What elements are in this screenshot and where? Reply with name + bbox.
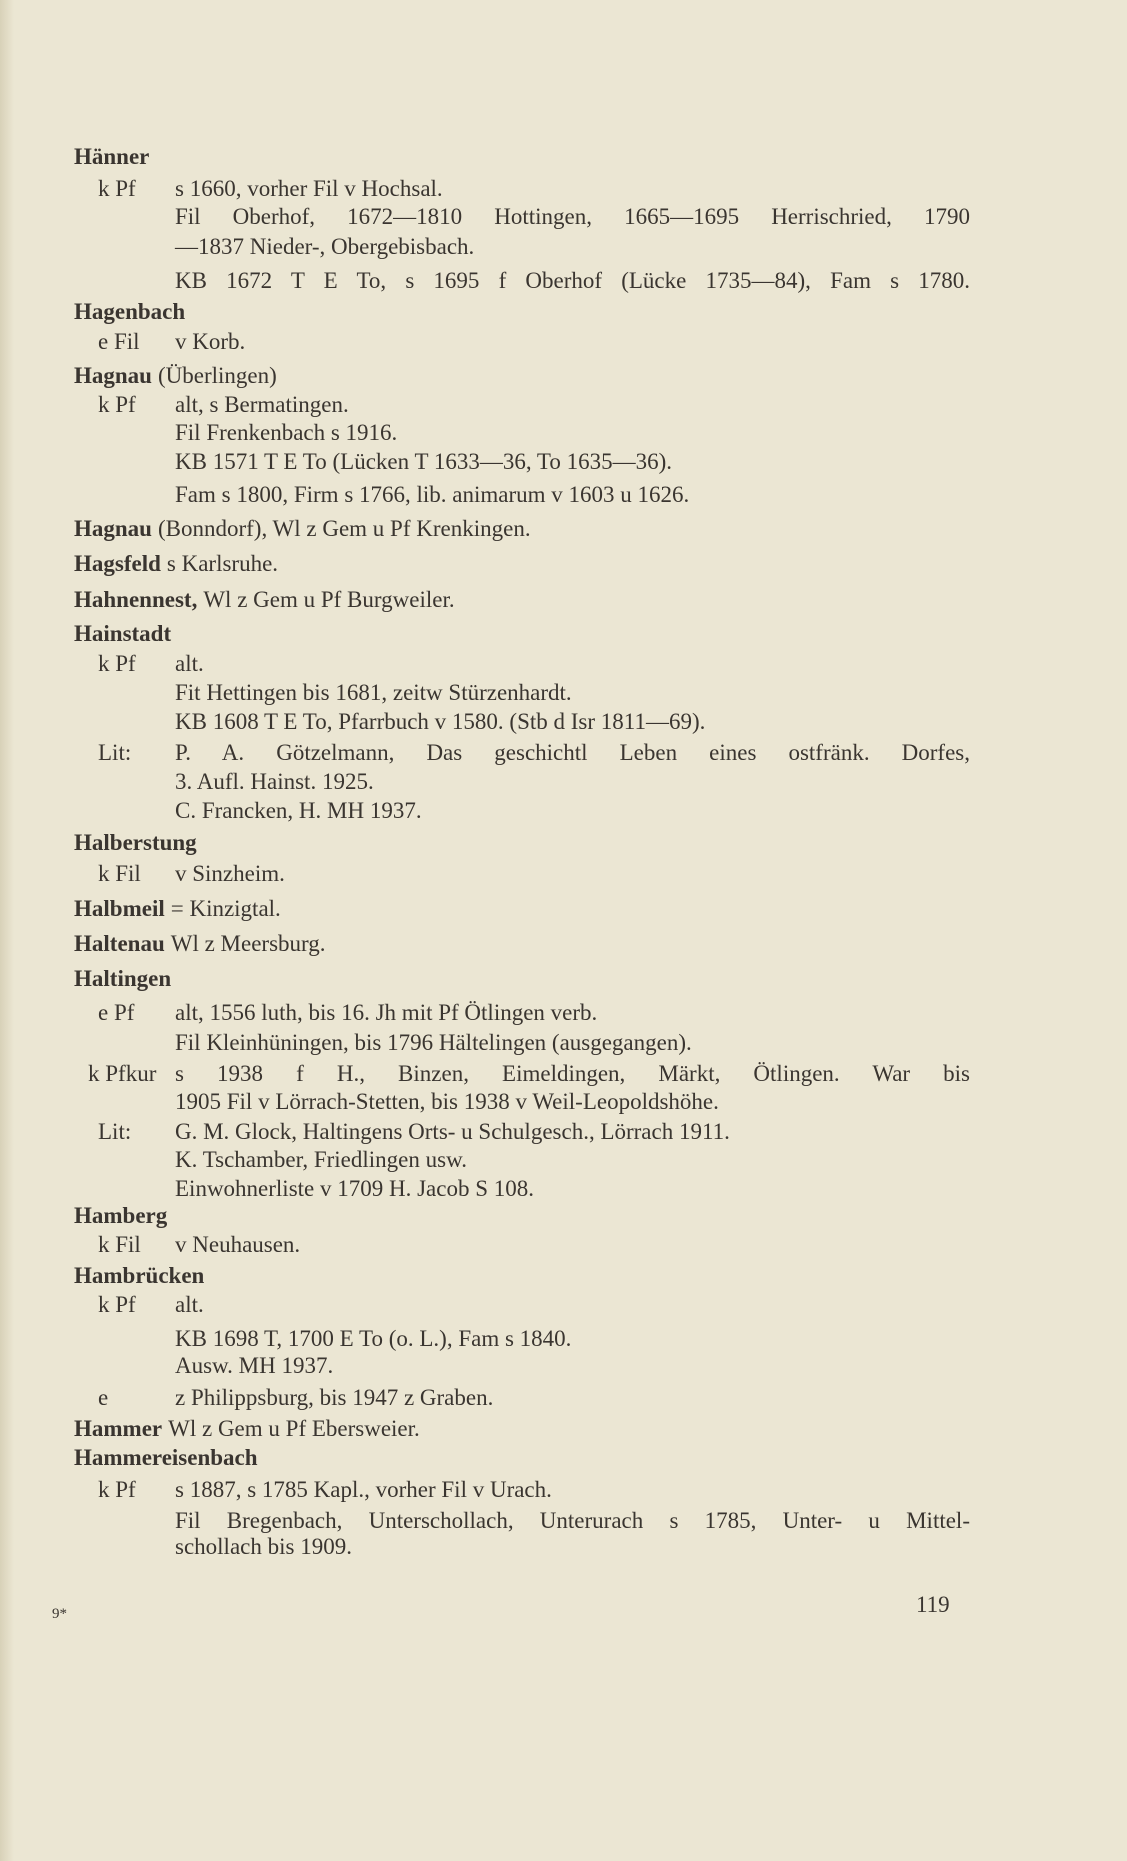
parish-type-label: k Pf (98, 1477, 136, 1502)
entry-heading-line (0, 1261, 1127, 1291)
entry-text-line (0, 1383, 1127, 1413)
entry-text-line (0, 1087, 1127, 1117)
entry-detail: —1837 Nieder-, Obergebisbach. (175, 234, 475, 259)
entry-text-line (0, 447, 1127, 477)
parish-type-label: e Fil (98, 329, 140, 354)
entry-note: Wl z Gem u Pf Burgweiler. (203, 587, 455, 612)
entry-text-line (0, 1475, 1127, 1505)
entry-heading-line (0, 1414, 1127, 1444)
entry-text-line (0, 418, 1127, 448)
entry-note: s Karlsruhe. (166, 551, 279, 576)
entry-text-line (0, 707, 1127, 737)
place-name: Halberstung (74, 830, 197, 855)
parish-type-label: Lit: (98, 1119, 132, 1144)
entry-note: Wl z Meersburg. (170, 931, 326, 956)
parish-type-label: k Fil (98, 861, 141, 886)
entry-text-line (0, 480, 1127, 510)
entry-text-line (0, 1351, 1127, 1381)
entry-heading-line (0, 1443, 1127, 1473)
entry-detail: Fil Oberhof, 1672—1810 Hottingen, 1665—1695 Herrischried, 1790 (175, 204, 970, 229)
entry-text-line (0, 1117, 1127, 1147)
entry-heading-line (0, 549, 1127, 579)
entry-detail: alt. (175, 651, 204, 676)
entry-detail: Fil Bregenbach, Unterschollach, Unterurach s 1785, Unter- u Mittel- (175, 1508, 970, 1533)
entry-text-line (0, 649, 1127, 679)
entry-text-line (0, 327, 1127, 357)
entry-detail: s 1938 f H., Binzen, Eimeldingen, Märkt, Ötlingen. War bis (175, 1061, 970, 1086)
place-name: Haltingen (74, 966, 172, 991)
entry-text-line (0, 998, 1127, 1028)
entry-text-line (0, 1028, 1127, 1058)
entry-detail: C. Francken, H. MH 1937. (175, 798, 422, 823)
entry-text-line (0, 174, 1127, 204)
entry-text-line (0, 266, 1127, 296)
heading-wrap (74, 1414, 420, 1444)
entry-heading-line (0, 1201, 1127, 1231)
entry-text-line (0, 1174, 1127, 1204)
entry-text-line (0, 1145, 1127, 1175)
entry-text-line (0, 1324, 1127, 1354)
parish-type-label: k Pf (98, 651, 136, 676)
entry-detail: alt, 1556 luth, bis 16. Jh mit Pf Ötlingen verb. (175, 1000, 598, 1025)
place-name: Hainstadt (74, 621, 172, 646)
entry-text-line (0, 738, 1127, 768)
entry-detail: Ausw. MH 1937. (175, 1353, 334, 1378)
place-name: Hambrücken (74, 1263, 205, 1288)
place-name: Hammereisenbach (74, 1445, 258, 1470)
entry-text-line (0, 232, 1127, 262)
parish-type-label: k Pfkur (88, 1061, 157, 1086)
entry-text-line (0, 390, 1127, 420)
place-name: Hahnennest, (74, 587, 198, 612)
place-name: Hänner (74, 144, 150, 169)
place-name: Hagnau (74, 363, 152, 388)
entry-detail: alt. (175, 1292, 204, 1317)
parish-type-label: k Pf (98, 1292, 136, 1317)
heading-wrap (74, 549, 278, 579)
place-name: Haltenau (74, 931, 165, 956)
entry-detail: Fil Frenkenbach s 1916. (175, 420, 398, 445)
entry-heading-line (0, 828, 1127, 858)
parish-type-label: k Pf (98, 392, 136, 417)
entry-heading-line (0, 514, 1127, 544)
entry-detail: v Neuhausen. (175, 1232, 301, 1257)
entry-detail: Fil Kleinhüningen, bis 1796 Hältelingen (ausgegangen). (175, 1030, 692, 1055)
entry-note: (Bonndorf), Wl z Gem u Pf Krenkingen. (157, 516, 531, 541)
parish-type-label: e Pf (98, 1000, 135, 1025)
heading-wrap (74, 929, 326, 959)
entry-heading-line (0, 894, 1127, 924)
entry-detail: Einwohnerliste v 1709 H. Jacob S 108. (175, 1176, 535, 1201)
entry-heading-line (0, 142, 1127, 172)
entry-detail: K. Tschamber, Friedlingen usw. (175, 1147, 467, 1172)
entry-detail: Fam s 1800, Firm s 1766, lib. animarum v 1603 u 1626. (175, 482, 690, 507)
entry-note: Wl z Gem u Pf Ebersweier. (168, 1416, 420, 1441)
place-name: Hagenbach (74, 299, 186, 324)
entry-detail: z Philippsburg, bis 1947 z Graben. (175, 1385, 494, 1410)
entry-text-line (0, 202, 1127, 232)
entry-detail: KB 1608 T E To, Pfarrbuch v 1580. (Stb d Isr 1811—69). (175, 709, 706, 734)
entry-text-line (0, 796, 1127, 826)
heading-wrap (74, 361, 277, 391)
entry-text-line (0, 1230, 1127, 1260)
entry-text-line (0, 1059, 1127, 1089)
entry-text-line (0, 767, 1127, 797)
entry-heading-line (0, 964, 1127, 994)
entry-note: = Kinzigtal. (170, 896, 281, 921)
entry-detail: v Korb. (175, 329, 246, 354)
entry-text-line (0, 1290, 1127, 1320)
entry-heading-line (0, 619, 1127, 649)
place-name: Hagnau (74, 516, 152, 541)
place-name: Hamberg (74, 1203, 168, 1228)
place-name: Hammer (74, 1416, 163, 1441)
parish-type-label: Lit: (98, 740, 132, 765)
entry-detail: KB 1672 T E To, s 1695 f Oberhof (Lücke 1735—84), Fam s 1780. (175, 268, 970, 293)
parish-type-label: e (98, 1385, 109, 1410)
entry-heading-line (0, 929, 1127, 959)
entry-detail: KB 1698 T, 1700 E To (o. L.), Fam s 1840. (175, 1326, 572, 1351)
entry-detail: s 1887, s 1785 Kapl., vorher Fil v Urach. (175, 1477, 552, 1502)
entry-detail: schollach bis 1909. (175, 1534, 352, 1559)
entry-note: (Überlingen) (157, 363, 277, 388)
entry-detail: v Sinzheim. (175, 861, 285, 886)
signature-mark: 9* (52, 1606, 67, 1622)
heading-wrap (74, 894, 281, 924)
heading-wrap (74, 514, 531, 544)
entry-detail: alt, s Bermatingen. (175, 392, 349, 417)
entry-text-line (0, 859, 1127, 889)
entry-detail: KB 1571 T E To (Lücken T 1633—36, To 1635—36). (175, 449, 673, 474)
entry-detail: s 1660, vorher Fil v Hochsal. (175, 176, 443, 201)
entry-detail: G. M. Glock, Haltingens Orts- u Schulgesch., Lörrach 1911. (175, 1119, 730, 1144)
entry-text-line (0, 1532, 1127, 1562)
entry-heading-line (0, 297, 1127, 327)
place-name: Halbmeil (74, 896, 165, 921)
entry-heading-line (0, 585, 1127, 615)
entry-detail: 3. Aufl. Hainst. 1925. (175, 769, 374, 794)
place-name: Hagsfeld (74, 551, 161, 576)
entry-text-line (0, 678, 1127, 708)
entry-detail: Fit Hettingen bis 1681, zeitw Stürzenhardt. (175, 680, 572, 705)
entry-detail: P. A. Götzelmann, Das geschichtl Leben eines ostfränk. Dorfes, (175, 740, 970, 765)
entry-detail: 1905 Fil v Lörrach-Stetten, bis 1938 v Weil-Leopoldshöhe. (175, 1089, 719, 1114)
parish-type-label: k Fil (98, 1232, 141, 1257)
page-number: 119 (916, 1592, 950, 1617)
parish-type-label: k Pf (98, 176, 136, 201)
entry-heading-line (0, 361, 1127, 391)
heading-wrap (74, 585, 455, 615)
